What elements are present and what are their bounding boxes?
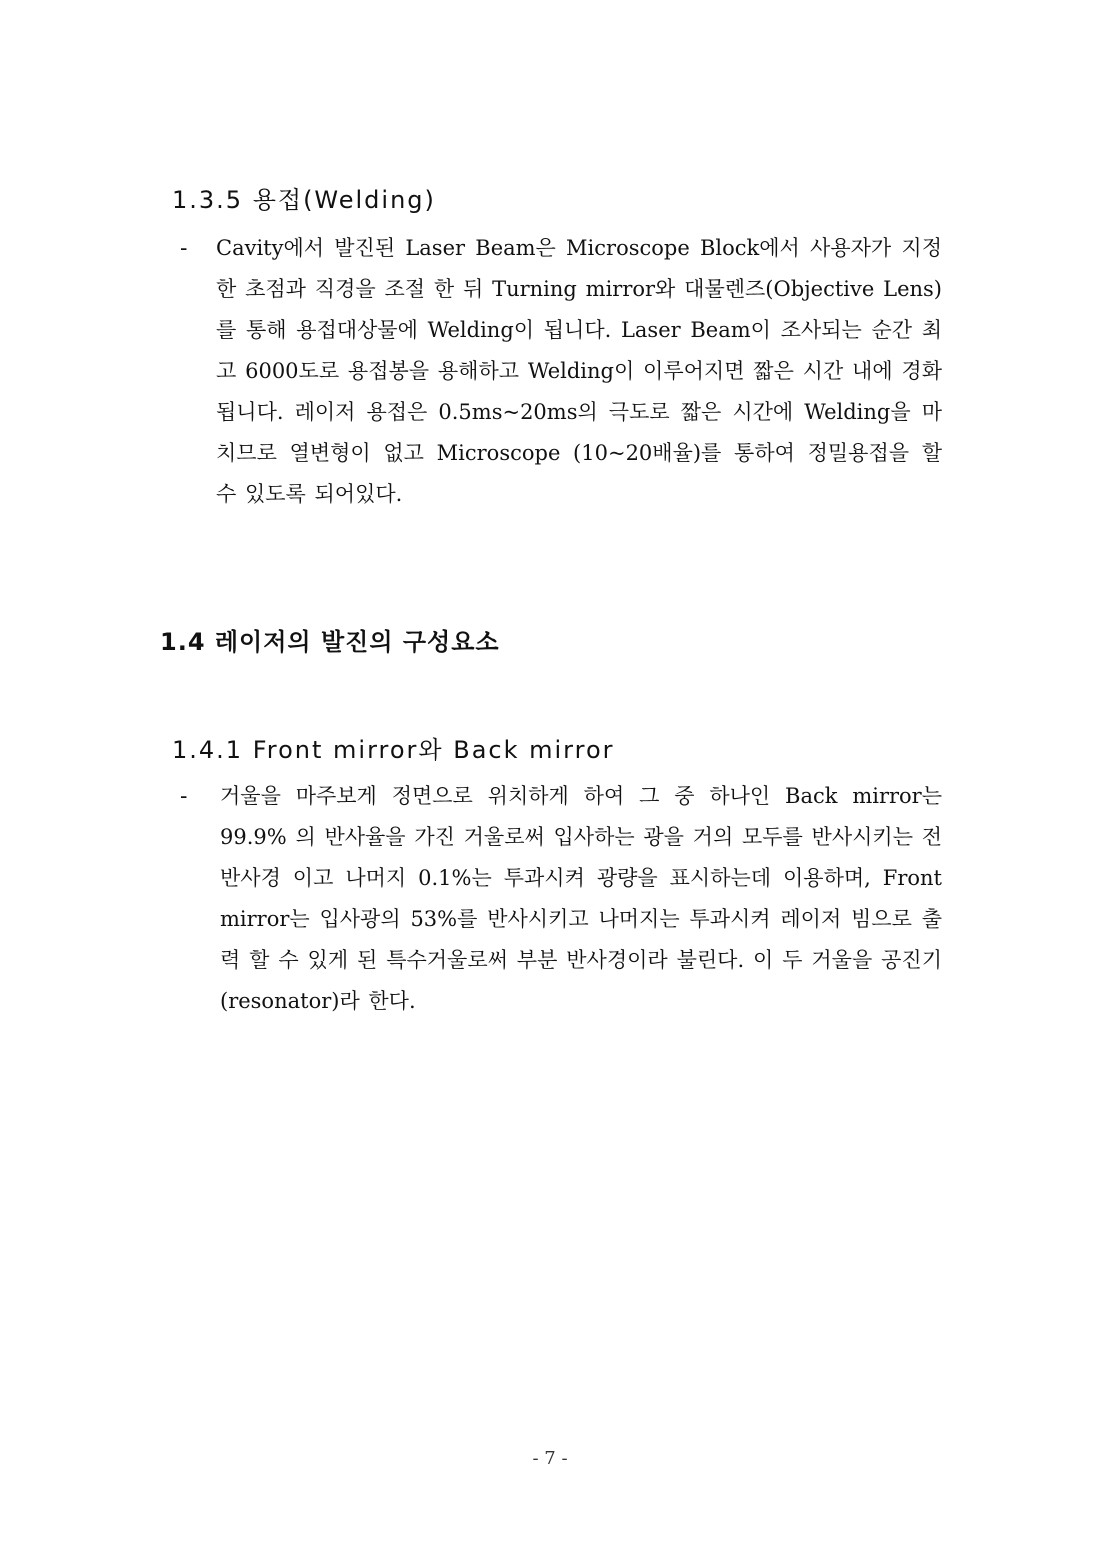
bullet-dash: - xyxy=(180,784,188,809)
section-heading-mirrors: 1.4.1 Front mirror와 Back mirror xyxy=(172,736,615,764)
page-number: - 7 - xyxy=(532,1448,568,1469)
section-heading-welding: 1.3.5 용접(Welding) xyxy=(172,186,436,214)
section-heading-components: 1.4 레이저의 발진의 구성요소 xyxy=(160,628,500,656)
bullet-dash: - xyxy=(180,236,188,261)
welding-paragraph: Cavity에서 발진된 Laser Beam은 Microscope Block에서 사용자가 지정한 초점과 직경을 조절 한 뒤 Turning mirror와 대물렌즈(Objective Lens)를 통해 용접대상물에 Welding이 됩니다. Laser Beam이 조사되는 순간 최고 6000도로 용접봉을 용해하고 Welding이 이루어지면 짧은 시간 내에 경화됩니다. 레이저 용접은 0.5ms~20ms의 극도로 짧은 시간에 Welding을 마치므로 열변형이 없고 Microscope (10~20배율)를 통하여 정밀용접을 할 수 있도록 되어있다. xyxy=(216,236,942,506)
mirrors-paragraph: 거울을 마주보게 정면으로 위치하게 하여 그 중 하나인 Back mirror는 99.9% 의 반사율을 가진 거울로써 입사하는 광을 거의 모두를 반사시키는 전 반사경 이고 나머지 0.1%는 투과시켜 광량을 표시하는데 이용하며, Front mirror는 입사광의 53%를 반사시키고 나머지는 투과시켜 레이저 빔으로 출력 할 수 있게 된 특수거울로써 부분 반사경이라 불린다. 이 두 거울을 공진기(resonator)라 한다. xyxy=(220,784,942,1013)
